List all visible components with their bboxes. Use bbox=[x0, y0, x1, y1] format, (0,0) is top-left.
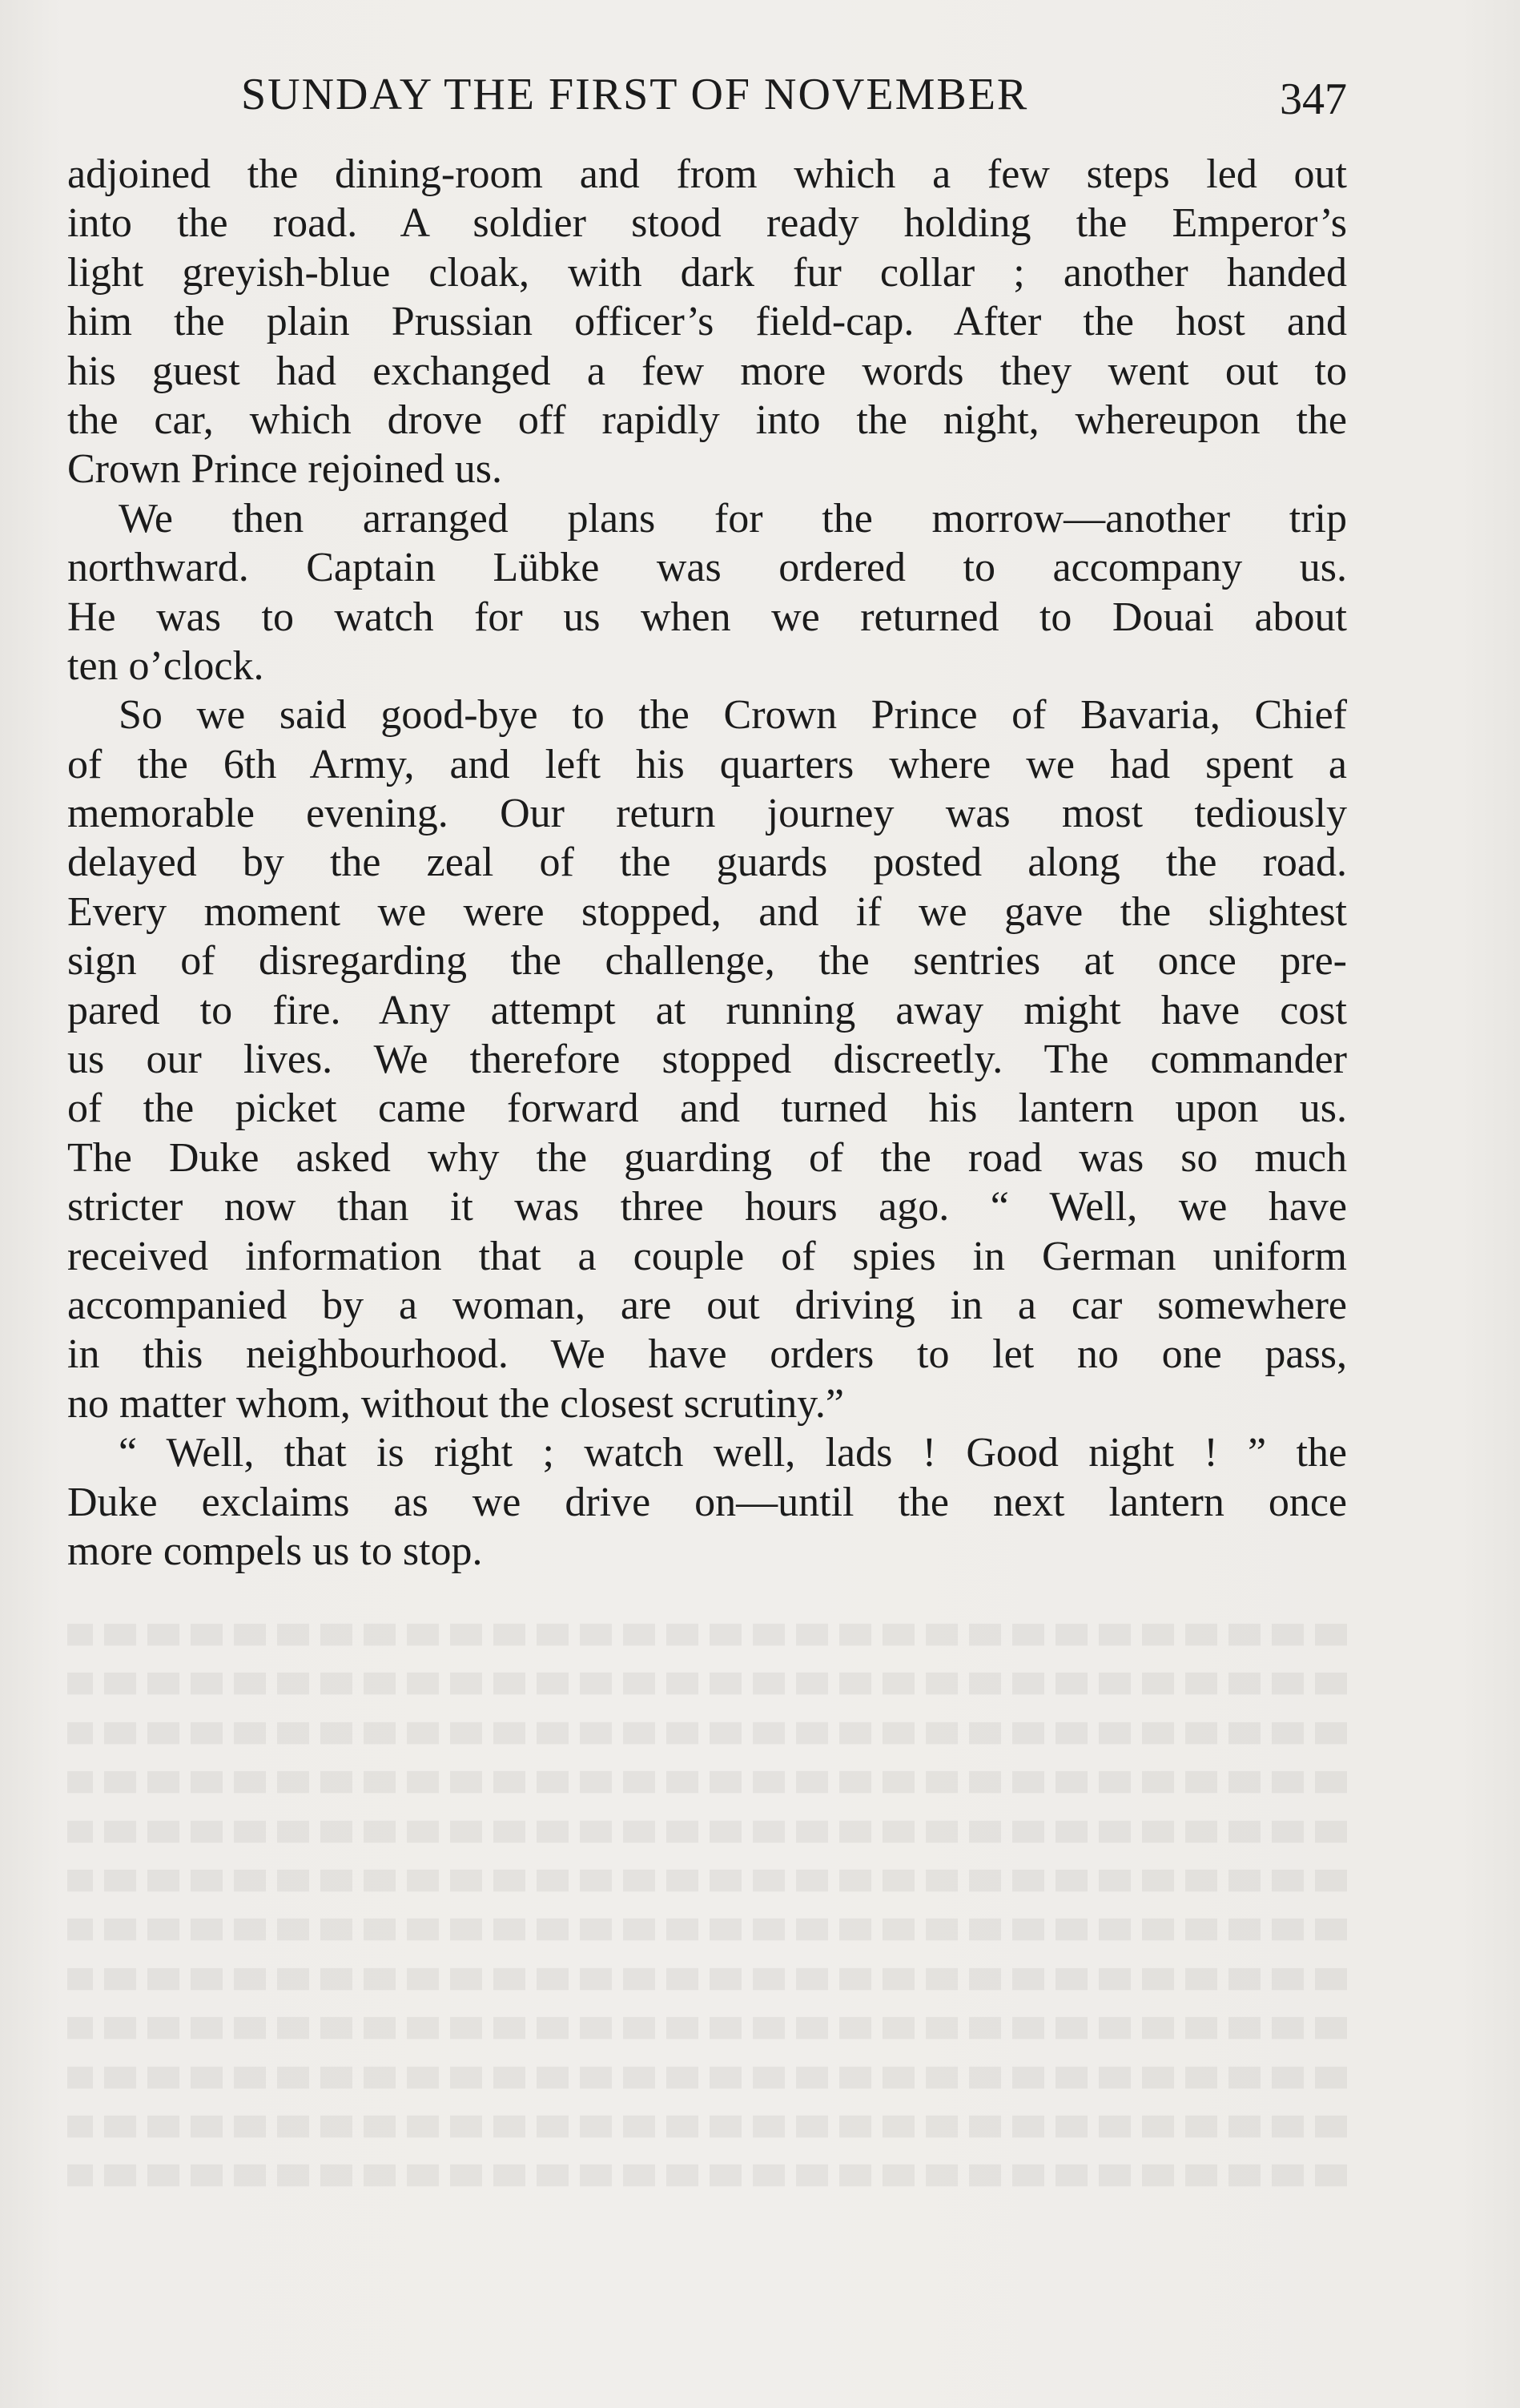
text-line: delayed by the zeal of the guards posted along the road. bbox=[67, 840, 1347, 886]
paragraph-first-line: “ Well, that is right ; watch well, lads ! Good night ! ” the bbox=[119, 1430, 1347, 1476]
text-line: of the 6th Army, and left his quarters where we had spent a bbox=[67, 741, 1347, 787]
text-line: accompanied by a woman, are out driving in a car somewhere bbox=[67, 1282, 1347, 1328]
text-line: received information that a couple of spies in German uniform bbox=[67, 1233, 1347, 1279]
text-line: into the road. A soldier stood ready holding the Emperor’s bbox=[67, 200, 1347, 247]
text-line: stricter now than it was three hours ago. “ Well, we have bbox=[67, 1184, 1347, 1230]
text-line: in this neighbourhood. We have orders to let no one pass, bbox=[67, 1331, 1347, 1378]
text-line: ten o’clock. bbox=[67, 642, 264, 689]
page-header bbox=[67, 62, 1347, 127]
text-line: sign of disregarding the challenge, the sentries at once pre- bbox=[67, 938, 1347, 985]
text-line: more compels us to stop. bbox=[67, 1528, 483, 1574]
text-line: Duke exclaims as we drive on—until the next lantern once bbox=[67, 1479, 1347, 1525]
running-head: SUNDAY THE FIRST OF NOVEMBER bbox=[241, 70, 1029, 119]
page-number: 347 bbox=[1280, 74, 1347, 124]
text-line: Every moment we were stopped, and if we gave the slightest bbox=[67, 888, 1347, 935]
text-line: adjoined the dining-room and from which a few steps led out bbox=[67, 151, 1347, 197]
text-line: memorable evening. Our return journey was most tediously bbox=[67, 791, 1347, 837]
text-line: us our lives. We therefore stopped discreetly. The commander bbox=[67, 1037, 1347, 1083]
text-line: The Duke asked why the guarding of the road was so much bbox=[67, 1134, 1347, 1181]
text-line: Crown Prince rejoined us. bbox=[67, 446, 503, 493]
text-line: pared to fire. Any attempt at running away might have cost bbox=[67, 987, 1347, 1033]
text-line: of the picket came forward and turned his lantern upon us. bbox=[67, 1085, 1347, 1132]
paragraph-first-line: We then arranged plans for the morrow—another trip bbox=[119, 495, 1347, 542]
text-line: him the plain Prussian officer’s field-cap. After the host and bbox=[67, 299, 1347, 345]
text-line: no matter whom, without the closest scrutiny.” bbox=[67, 1380, 844, 1427]
text-line: the car, which drove off rapidly into the night, whereupon the bbox=[67, 397, 1347, 443]
text-line: his guest had exchanged a few more words they went out to bbox=[67, 348, 1347, 394]
paragraph-first-line: So we said good-bye to the Crown Prince of Bavaria, Chief bbox=[119, 692, 1347, 739]
text-line: northward. Captain Lübke was ordered to accompany us. bbox=[67, 545, 1347, 591]
text-line: He was to watch for us when we returned to Douai about bbox=[67, 594, 1347, 640]
show-through-texture bbox=[67, 1610, 1347, 2201]
text-line: light greyish-blue cloak, with dark fur collar ; another handed bbox=[67, 249, 1347, 296]
body-text bbox=[67, 150, 1347, 1576]
